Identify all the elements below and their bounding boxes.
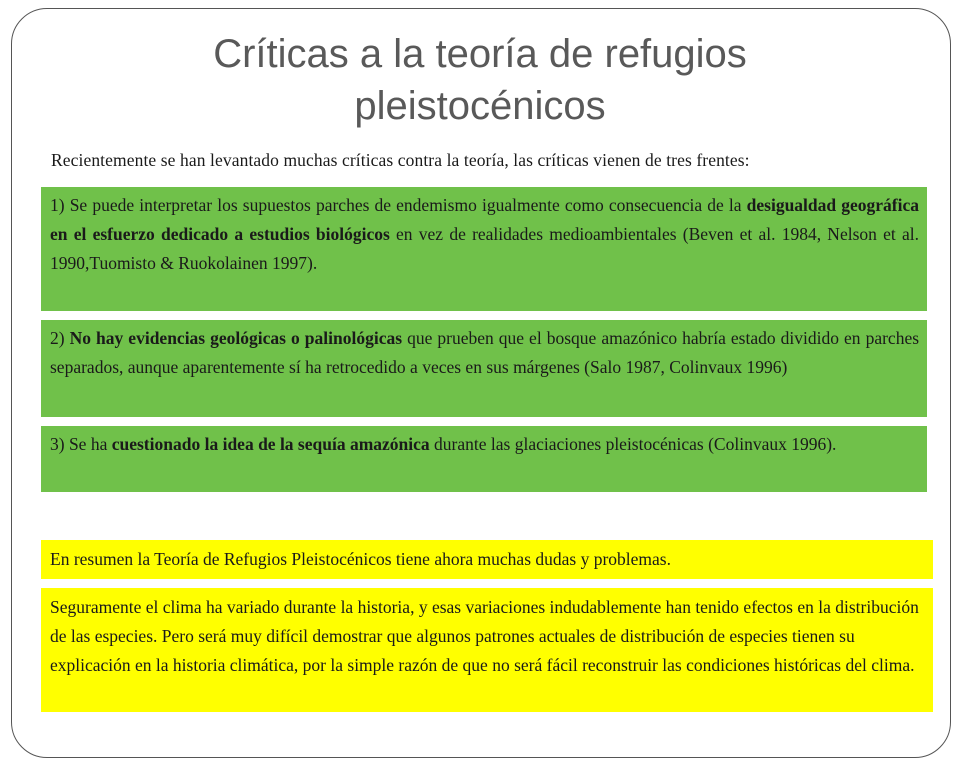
critique-point-2 [41, 320, 927, 417]
point-1-text: 1) Se puede interpretar los supuestos parches de endemismo igualmente como consecuencia de la [50, 195, 747, 215]
point-1-emphasis: desigualdad geográfica en el esfuerzo dedicado a estudios biológicos [50, 195, 919, 244]
critique-point-3 [41, 426, 927, 492]
title-line-1: Críticas a la teoría de refugios [213, 32, 747, 76]
title-line-2: pleistocénicos [354, 84, 606, 128]
intro-text: Recientemente se han levantado muchas críticas contra la teoría, las críticas vienen de tres frentes: [51, 150, 750, 170]
summary-text: En resumen la Teoría de Refugios Pleistocénicos tiene ahora muchas dudas y problemas. [50, 549, 671, 569]
point-3-text-end: durante las glaciaciones pleistocénicas (Colinvaux 1996). [429, 434, 837, 454]
slide-title [80, 28, 880, 132]
point-3-text: 3) Se ha [50, 434, 112, 454]
point-1-text-end: en vez de realidades medioambientales (Beven et al. 1984, Nelson et al. 1990,Tuomisto & Ruokolainen 1997). [50, 224, 919, 273]
summary-box [41, 540, 933, 579]
critique-point-1 [41, 187, 927, 311]
point-2-text: 2) [50, 328, 70, 348]
conclusion-text: Seguramente el clima ha variado durante la historia, y esas variaciones indudablemente han tenido efectos en la distribución de las especies. Pero será muy difícil demostrar que algunos patrones actuales de distribución de especies tienen su explicación en la historia climática, por la simple razón de que no será fácil reconstruir las condiciones históricas del clima. [50, 597, 919, 675]
point-2-emphasis: No hay evidencias geológicas o palinológicas [69, 328, 403, 348]
point-3-emphasis: cuestionado la idea de la sequía amazónica [111, 434, 430, 454]
point-2-text-end: que prueben que el bosque amazónico habría estado dividido en parches separados, aunque aparentemente sí ha retrocedido a veces en sus márgenes (Salo 1987, Colinvaux 1996) [50, 328, 920, 377]
conclusion-box [41, 588, 933, 712]
